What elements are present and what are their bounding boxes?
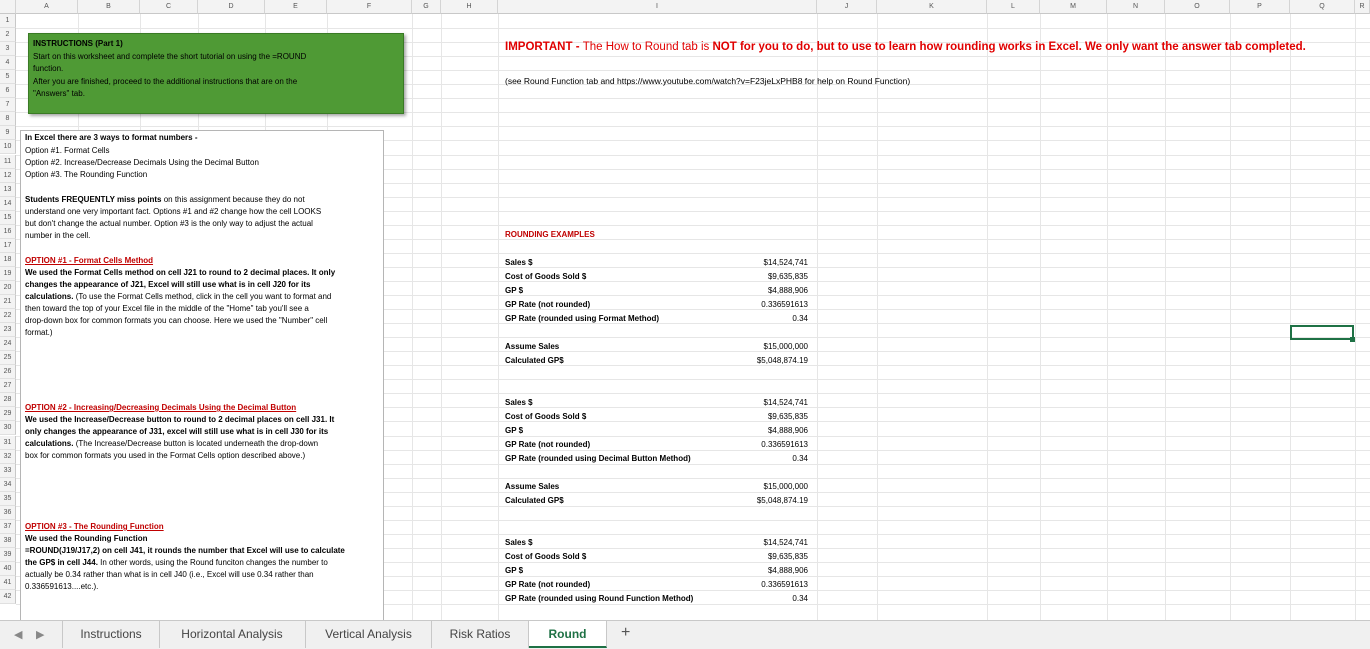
row-header-32[interactable]: 32 — [0, 450, 16, 464]
option1-title: OPTION #1 - Format Cells Method — [25, 256, 154, 265]
example-label[interactable]: GP Rate (rounded using Format Method) — [505, 314, 660, 323]
example-label[interactable]: Cost of Goods Sold $ — [505, 552, 587, 561]
row-header-14[interactable]: 14 — [0, 197, 16, 211]
example-label[interactable]: GP $ — [505, 426, 524, 435]
help-note: (see Round Function tab and https://www.youtube.com/watch?v=F23jeLxPHB8 for help on Round Function) — [505, 76, 911, 86]
assume-label[interactable]: Calculated GP$ — [505, 356, 564, 365]
instructions-title: INSTRUCTIONS (Part 1) — [33, 39, 123, 48]
row-header-40[interactable]: 40 — [0, 562, 16, 576]
warning-line: number in the cell. — [25, 231, 91, 240]
instructions-line: After you are finished, proceed to the additional instructions that are on the — [33, 77, 298, 86]
row-header-3[interactable]: 3 — [0, 42, 16, 56]
formats-heading: In Excel there are 3 ways to format numbers - — [25, 133, 198, 142]
column-header-e[interactable]: E — [265, 0, 327, 14]
prev-sheet-icon[interactable]: ◀ — [14, 629, 23, 641]
row-header-31[interactable]: 31 — [0, 436, 16, 450]
example-value[interactable]: $4,888,906 — [767, 286, 808, 295]
column-header-l[interactable]: L — [987, 0, 1040, 14]
example-label[interactable]: Sales $ — [505, 538, 533, 547]
warning-line — [25, 194, 305, 206]
row-header-29[interactable]: 29 — [0, 407, 16, 421]
format-option: Option #1. Format Cells — [25, 146, 110, 155]
row-header-22[interactable]: 22 — [0, 309, 16, 323]
row-header-41[interactable]: 41 — [0, 576, 16, 590]
row-header-34[interactable]: 34 — [0, 478, 16, 492]
column-gridline — [441, 14, 442, 620]
important-emphasis: NOT for you to do — [712, 41, 811, 53]
row-header-26[interactable]: 26 — [0, 365, 16, 379]
row-header-17[interactable]: 17 — [0, 239, 16, 253]
example-value[interactable]: $9,635,835 — [767, 552, 808, 561]
column-gridline — [1355, 14, 1356, 620]
option2-line: We used the Increase/Decrease button to round to 2 decimal places on cell J31. It — [25, 415, 335, 424]
row-header-33[interactable]: 33 — [0, 464, 16, 478]
example-value[interactable]: $4,888,906 — [767, 566, 808, 575]
example-label[interactable]: GP Rate (not rounded) — [505, 580, 591, 589]
example-value[interactable]: 0.34 — [792, 594, 808, 603]
column-gridline — [412, 14, 413, 620]
example-label[interactable]: GP $ — [505, 286, 524, 295]
row-header-6[interactable]: 6 — [0, 84, 16, 98]
example-value[interactable]: 0.34 — [792, 454, 808, 463]
row-header-42[interactable]: 42 — [0, 590, 16, 604]
row-header-12[interactable]: 12 — [0, 169, 16, 183]
option3-line: =ROUND(J19/J17,2) on cell J41, it rounds the number that Excel will use to calculate — [25, 546, 345, 555]
column-gridline — [877, 14, 878, 620]
column-header-a[interactable]: A — [16, 0, 78, 14]
option3-line: actually be 0.34 rather than what is in cell J40 (i.e., Excel will use 0.34 rather than — [25, 570, 314, 579]
option1-line: format.) — [25, 328, 53, 337]
example-label[interactable]: GP Rate (not rounded) — [505, 440, 591, 449]
important-note — [505, 40, 1306, 54]
example-value[interactable]: $14,524,741 — [763, 258, 808, 267]
column-header-n[interactable]: N — [1107, 0, 1165, 14]
assume-label[interactable]: Calculated GP$ — [505, 496, 564, 505]
example-label[interactable]: Cost of Goods Sold $ — [505, 412, 587, 421]
row-header-20[interactable]: 20 — [0, 281, 16, 295]
option3-line: We used the Rounding Function — [25, 534, 148, 543]
row-header-24[interactable]: 24 — [0, 337, 16, 351]
row-header-15[interactable]: 15 — [0, 211, 16, 225]
row-header-35[interactable]: 35 — [0, 492, 16, 506]
row-header-30[interactable]: 30 — [0, 421, 16, 435]
column-gridline — [498, 14, 499, 620]
example-value[interactable]: $14,524,741 — [763, 398, 808, 407]
row-header-5[interactable]: 5 — [0, 70, 16, 84]
row-header-39[interactable]: 39 — [0, 548, 16, 562]
row-header-11[interactable]: 11 — [0, 155, 16, 169]
important-text: , but to use to learn how rounding works in Excel. We only want the answer tab completed. — [810, 41, 1306, 53]
row-header-8[interactable]: 8 — [0, 112, 16, 126]
assume-value[interactable]: $5,048,874.19 — [756, 356, 808, 365]
fill-handle[interactable] — [1350, 337, 1355, 342]
instructions-line: "Answers" tab. — [33, 89, 85, 98]
column-header-r[interactable]: R — [1355, 0, 1370, 14]
assume-value[interactable]: $15,000,000 — [763, 482, 808, 491]
row-header-9[interactable]: 9 — [0, 126, 16, 140]
column-gridline — [1230, 14, 1231, 620]
option2-line: box for common formats you used in the Format Cells option described above.) — [25, 451, 306, 460]
important-prefix: IMPORTANT - — [505, 41, 583, 53]
column-header-i[interactable]: I — [498, 0, 817, 14]
option3-title: OPTION #3 - The Rounding Function — [25, 522, 164, 531]
tab-horizontal-analysis[interactable]: Horizontal Analysis — [159, 621, 306, 648]
option1-line: drop-down box for common formats you can choose. Here we used the "Number" cell — [25, 316, 328, 325]
warning-line: understand one very important fact. Options #1 and #2 change how the cell LOOKS — [25, 207, 322, 216]
row-header-1[interactable]: 1 — [0, 14, 16, 28]
example-value[interactable]: $9,635,835 — [767, 272, 808, 281]
row-header-13[interactable]: 13 — [0, 183, 16, 197]
example-label[interactable]: GP Rate (rounded using Decimal Button Method) — [505, 454, 691, 463]
row-header-21[interactable]: 21 — [0, 295, 16, 309]
instructions-line: Start on this worksheet and complete the short tutorial on using the =ROUND — [33, 52, 307, 61]
warning-line: but don't change the actual number. Option #3 is the only way to adjust the actual — [25, 219, 313, 228]
example-label[interactable]: GP $ — [505, 566, 524, 575]
column-header-o[interactable]: O — [1165, 0, 1230, 14]
row-header-27[interactable]: 27 — [0, 379, 16, 393]
option2-line — [25, 438, 318, 450]
column-header-m[interactable]: M — [1040, 0, 1107, 14]
tab-vertical-analysis[interactable]: Vertical Analysis — [306, 621, 432, 648]
option3-line: 0.336591613....etc.). — [25, 582, 99, 591]
option1-line: We used the Format Cells method on cell J21 to round to 2 decimal places. It only — [25, 268, 336, 277]
option3-text: In other words, using the Round funciton changes the number to — [97, 558, 328, 567]
example-label[interactable]: GP Rate (not rounded) — [505, 300, 591, 309]
column-header-c[interactable]: C — [140, 0, 198, 14]
column-header-h[interactable]: H — [441, 0, 498, 14]
option1-line — [25, 291, 331, 303]
example-label[interactable]: Sales $ — [505, 398, 533, 407]
row-header-37[interactable]: 37 — [0, 520, 16, 534]
tab-risk-ratios[interactable]: Risk Ratios — [432, 621, 529, 648]
warning-bold: Students FREQUENTLY miss points — [25, 195, 162, 204]
select-all-corner[interactable] — [0, 0, 16, 14]
row-header-16[interactable]: 16 — [0, 225, 16, 239]
row-header-19[interactable]: 19 — [0, 267, 16, 281]
instructions-line: function. — [33, 64, 64, 73]
option2-line: only changes the appearance of J31, excel will still use what is in cell J30 for its — [25, 427, 329, 436]
assume-value[interactable]: $15,000,000 — [763, 342, 808, 351]
column-gridline — [1290, 14, 1291, 620]
row-header-10[interactable]: 10 — [0, 140, 16, 154]
option1-line: then toward the top of your Excel file in the middle of the "Home" tab you'll see a — [25, 304, 309, 313]
example-value[interactable]: 0.336591613 — [761, 440, 808, 449]
column-header-p[interactable]: P — [1230, 0, 1290, 14]
warning-text: on this assignment because they do not — [161, 195, 305, 204]
row-header-25[interactable]: 25 — [0, 351, 16, 365]
column-header-f[interactable]: F — [327, 0, 412, 14]
assume-value[interactable]: $5,048,874.19 — [756, 496, 808, 505]
option3-line — [25, 557, 328, 569]
sheet-tab-bar — [0, 620, 1370, 649]
option3-bold: the GP$ in cell J44. — [25, 558, 98, 567]
column-header-q[interactable]: Q — [1290, 0, 1355, 14]
row-header-2[interactable]: 2 — [0, 28, 16, 42]
option1-line: changes the appearance of J21, Excel will still use what is in cell J20 for its — [25, 280, 311, 289]
example-value[interactable]: 0.336591613 — [761, 580, 808, 589]
add-sheet-icon[interactable]: + — [621, 624, 631, 641]
column-header-k[interactable]: K — [877, 0, 987, 14]
tab-instructions[interactable]: Instructions — [62, 621, 160, 648]
assume-label[interactable]: Assume Sales — [505, 482, 560, 491]
row-header-4[interactable]: 4 — [0, 56, 16, 70]
example-label[interactable]: GP Rate (rounded using Round Function Method) — [505, 594, 694, 603]
assume-label[interactable]: Assume Sales — [505, 342, 560, 351]
example-label[interactable]: Cost of Goods Sold $ — [505, 272, 587, 281]
column-gridline — [817, 14, 818, 620]
selected-cell[interactable] — [1290, 325, 1354, 340]
format-option: Option #3. The Rounding Function — [25, 170, 148, 179]
column-gridline — [1040, 14, 1041, 620]
column-header-j[interactable]: J — [817, 0, 877, 14]
example-value[interactable]: $14,524,741 — [763, 538, 808, 547]
row-header-28[interactable]: 28 — [0, 393, 16, 407]
option2-title: OPTION #2 - Increasing/Decreasing Decimals Using the Decimal Button — [25, 403, 297, 412]
option2-bold: calculations. — [25, 439, 74, 448]
tab-round[interactable]: Round — [529, 621, 607, 648]
column-header-b[interactable]: B — [78, 0, 140, 14]
row-header-38[interactable]: 38 — [0, 534, 16, 548]
important-text: The How to Round tab is — [582, 41, 713, 53]
row-header-36[interactable]: 36 — [0, 506, 16, 520]
column-gridline — [987, 14, 988, 620]
column-gridline — [1165, 14, 1166, 620]
row-gridline — [16, 28, 1370, 29]
row-header-23[interactable]: 23 — [0, 323, 16, 337]
format-option: Option #2. Increase/Decrease Decimals Using the Decimal Button — [25, 158, 259, 167]
row-header-7[interactable]: 7 — [0, 98, 16, 112]
example-value[interactable]: 0.34 — [792, 314, 808, 323]
column-gridline — [1107, 14, 1108, 620]
example-value[interactable]: $9,635,835 — [767, 412, 808, 421]
rounding-examples-title: ROUNDING EXAMPLES — [505, 230, 595, 239]
row-gridline — [16, 126, 1370, 127]
option1-text: (To use the Format Cells method, click in the cell you want to format and — [73, 292, 332, 301]
option2-text: (The Increase/Decrease button is located underneath the drop-down — [73, 439, 319, 448]
example-value[interactable]: 0.336591613 — [761, 300, 808, 309]
option1-bold: calculations. — [25, 292, 74, 301]
column-header-d[interactable]: D — [198, 0, 265, 14]
row-header-18[interactable]: 18 — [0, 253, 16, 267]
next-sheet-icon[interactable]: ▶ — [36, 629, 45, 641]
example-value[interactable]: $4,888,906 — [767, 426, 808, 435]
example-label[interactable]: Sales $ — [505, 258, 533, 267]
column-header-g[interactable]: G — [412, 0, 441, 14]
